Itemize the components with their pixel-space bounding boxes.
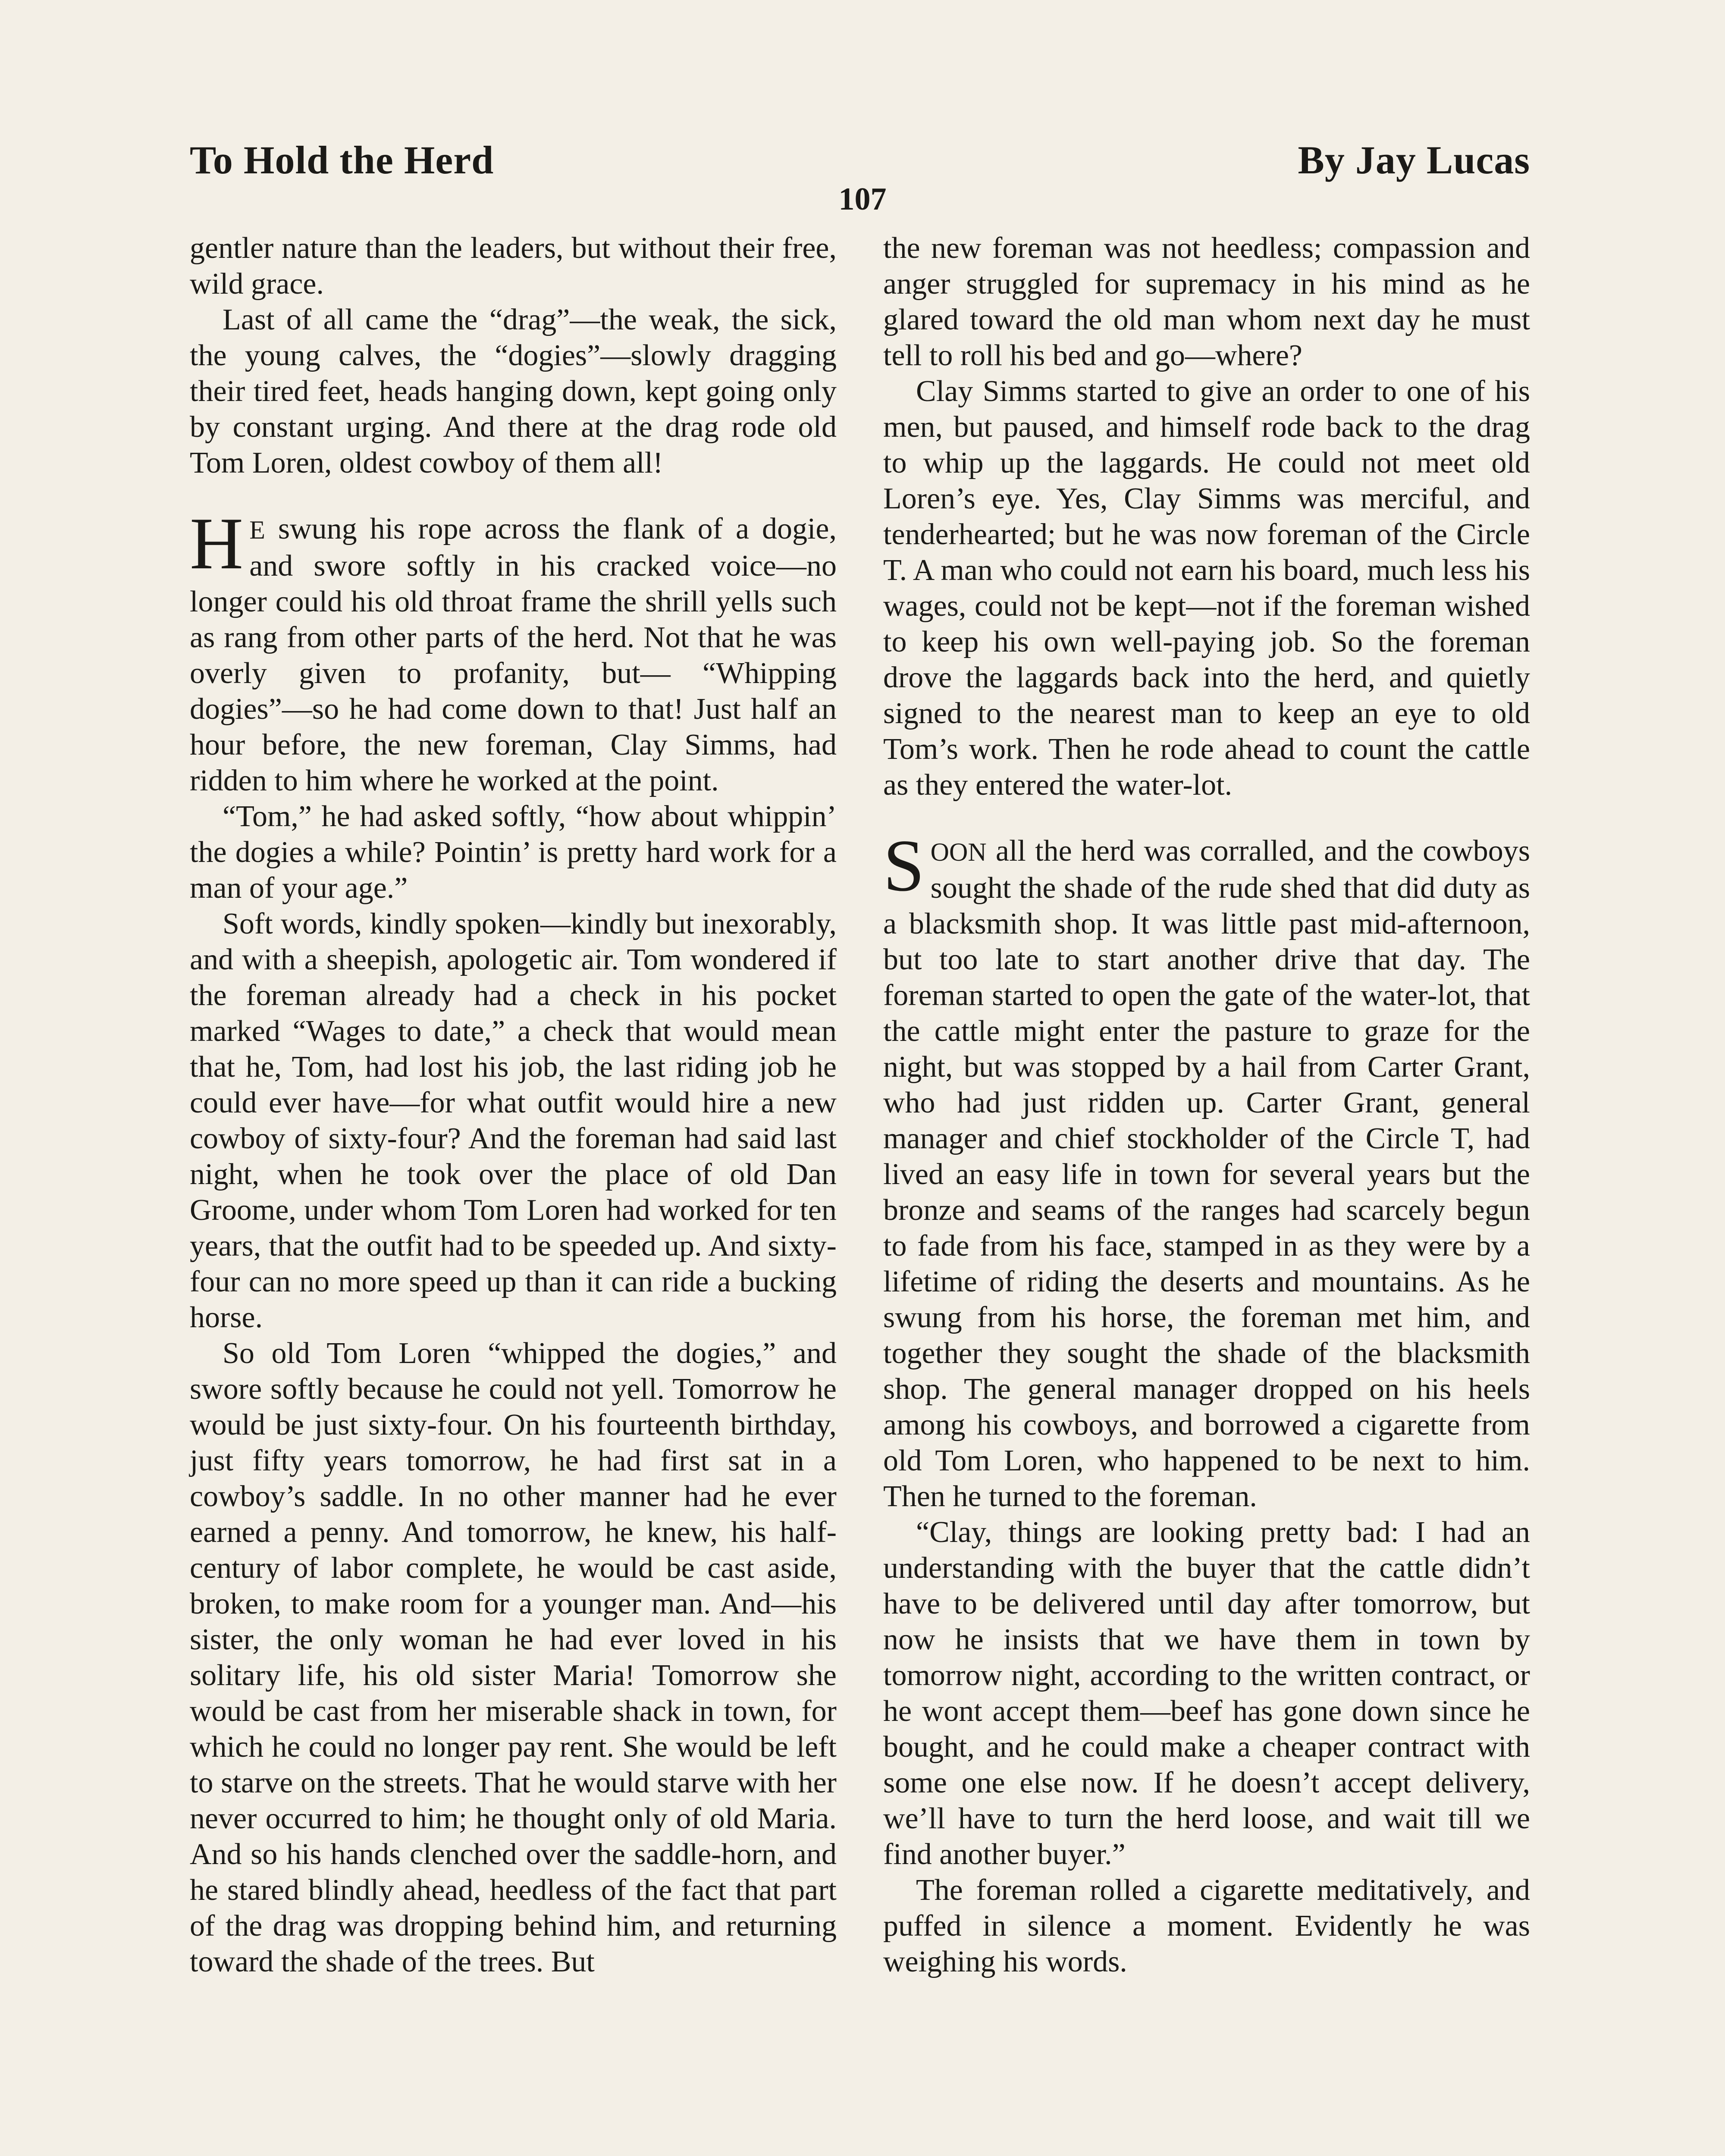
paragraph: the new foreman was not heedless; compassion and anger struggled for supremacy in his mind as he glared toward the old man whom next day he must tell to roll his bed and go—where? — [883, 232, 1530, 372]
paragraph: “Tom,” he had asked softly, “how about whippin’ the dogies a while? Pointin’ is pretty hard work for a man of your age.” — [190, 800, 837, 905]
section-gap — [883, 803, 1530, 833]
page-number: 107 — [838, 182, 887, 217]
paragraph: Last of all came the “drag”—the weak, the sick, the young calves, the “dogies”—slowly dragging their tired feet, heads hanging down, kept going only by constant urging. And there at the drag rode old Tom Loren, oldest cowboy of them all! — [190, 303, 837, 479]
author-byline: By Jay Lucas — [1298, 138, 1530, 182]
paragraph-dropcap — [883, 825, 1530, 1514]
paragraph: “Clay, things are looking pretty bad: I had an understanding with the buyer that the cattle didn’t have to be delivered until day after tomorrow, but now he insists that we have them in town by tomorrow night, according to the written contract, or he wont accept them—beef has gone down since he bought, and he could make a cheaper contract with some one else now. If he doesn’t accept delivery, we’ll have to turn the herd loose, and wait till we find another buyer.” — [883, 1516, 1530, 1871]
story-title: To Hold the Herd — [190, 138, 494, 182]
paragraph: gentler nature than the leaders, but without their free, wild grace. — [190, 232, 837, 301]
paragraph: The foreman rolled a cigarette meditatively, and puffed in silence a moment. Evidently he was weighing his words. — [883, 1874, 1530, 1978]
left-column — [190, 230, 837, 1980]
paragraph-dropcap — [190, 503, 837, 799]
drop-cap-letter: S — [883, 825, 925, 907]
small-caps-lead: OON — [930, 838, 987, 866]
small-caps-lead: E — [249, 516, 265, 544]
paragraph: Clay Simms started to give an order to one of his men, but paused, and himself rode back to the drag to whip up the laggards. He could not meet old Loren’s eye. Yes, Clay Simms was merciful, and tenderhearted; but he was now foreman of the Circle T. A man who could not earn his board, much less his wages, could not be kept—not if the foreman wished to keep his own well-paying job. So the foreman drove the laggards back into the herd, and quietly signed to the nearest man to keep an eye to old Tom’s work. Then he rode ahead to count the cattle as they entered the water-lot. — [883, 375, 1530, 802]
drop-cap-letter: H — [190, 503, 244, 585]
section-gap — [190, 481, 837, 511]
paragraph-text: all the herd was corralled, and the cowboys sought the shade of the rude shed that did duty as a blacksmith shop. It was little past mid-afternoon, but too late to start another drive that day. The foreman started to open the gate of the water-lot, that the cattle might enter the pasture to graze for the night, but was stopped by a hail from Carter Grant, who had just ridden up. Carter Grant, general manager and chief stockholder of the Circle T, had lived an easy life in town for several years but the bronze and seams of the ranges had scarcely begun to fade from his face, stamped in as they were by a lifetime of riding the deserts and mountains. As he swung from his horse, the foreman met him, and together they sought the shade of the blacksmith shop. The general manager dropped on his heels among his cowboys, and borrowed a cigarette from old Tom Loren, who happened to be next to him. Then he turned to the foreman. — [883, 834, 1530, 1513]
right-column — [883, 230, 1530, 1980]
paragraph: Soft words, kindly spoken—kindly but inexorably, and with a sheepish, apologetic air. Tom wondered if the foreman already had a check in his pocket marked “Wages to date,” a check that would mean that he, Tom, had lost his job, the last riding job he could ever have—for what outfit would hire a new cowboy of sixty-four? And the foreman had said last night, when he took over the place of old Dan Groome, under whom Tom Loren had worked for ten years, that the outfit had to be speeded up. And sixty-four can no more speed up than it can ride a bucking horse. — [190, 907, 837, 1334]
paragraph: So old Tom Loren “whipped the dogies,” and swore softly because he could not yell. Tomorrow he would be just sixty-four. On his fourteenth birthday, just fifty years tomorrow, he had first sat in a cowboy’s saddle. In no other manner had he ever earned a penny. And tomorrow, he knew, his half-century of labor complete, he would be cast aside, broken, to make room for a younger man. And—his sister, the only woman he had ever loved in his solitary life, his old sister Maria! Tomorrow she would be cast from her miserable shack in town, for which he could no longer pay rent. She would be left to starve on the streets. That he would starve with her never occurred to him; he thought only of old Maria. And so his hands clenched over the saddle-horn, and he stared blindly ahead, heedless of the fact that part of the drag was dropping behind him, and returning toward the shade of the trees. But — [190, 1337, 837, 1978]
paragraph-text: swung his rope across the flank of a dogie, and swore softly in his cracked voice—no longer could his old throat frame the shrill yells such as rang from other parts of the herd. Not that he was overly given to profanity, but— “Whipping dogies”—so he had come down to that! Just half an hour before, the new foreman, Clay Simms, had ridden to him where he worked at the point. — [190, 512, 837, 797]
